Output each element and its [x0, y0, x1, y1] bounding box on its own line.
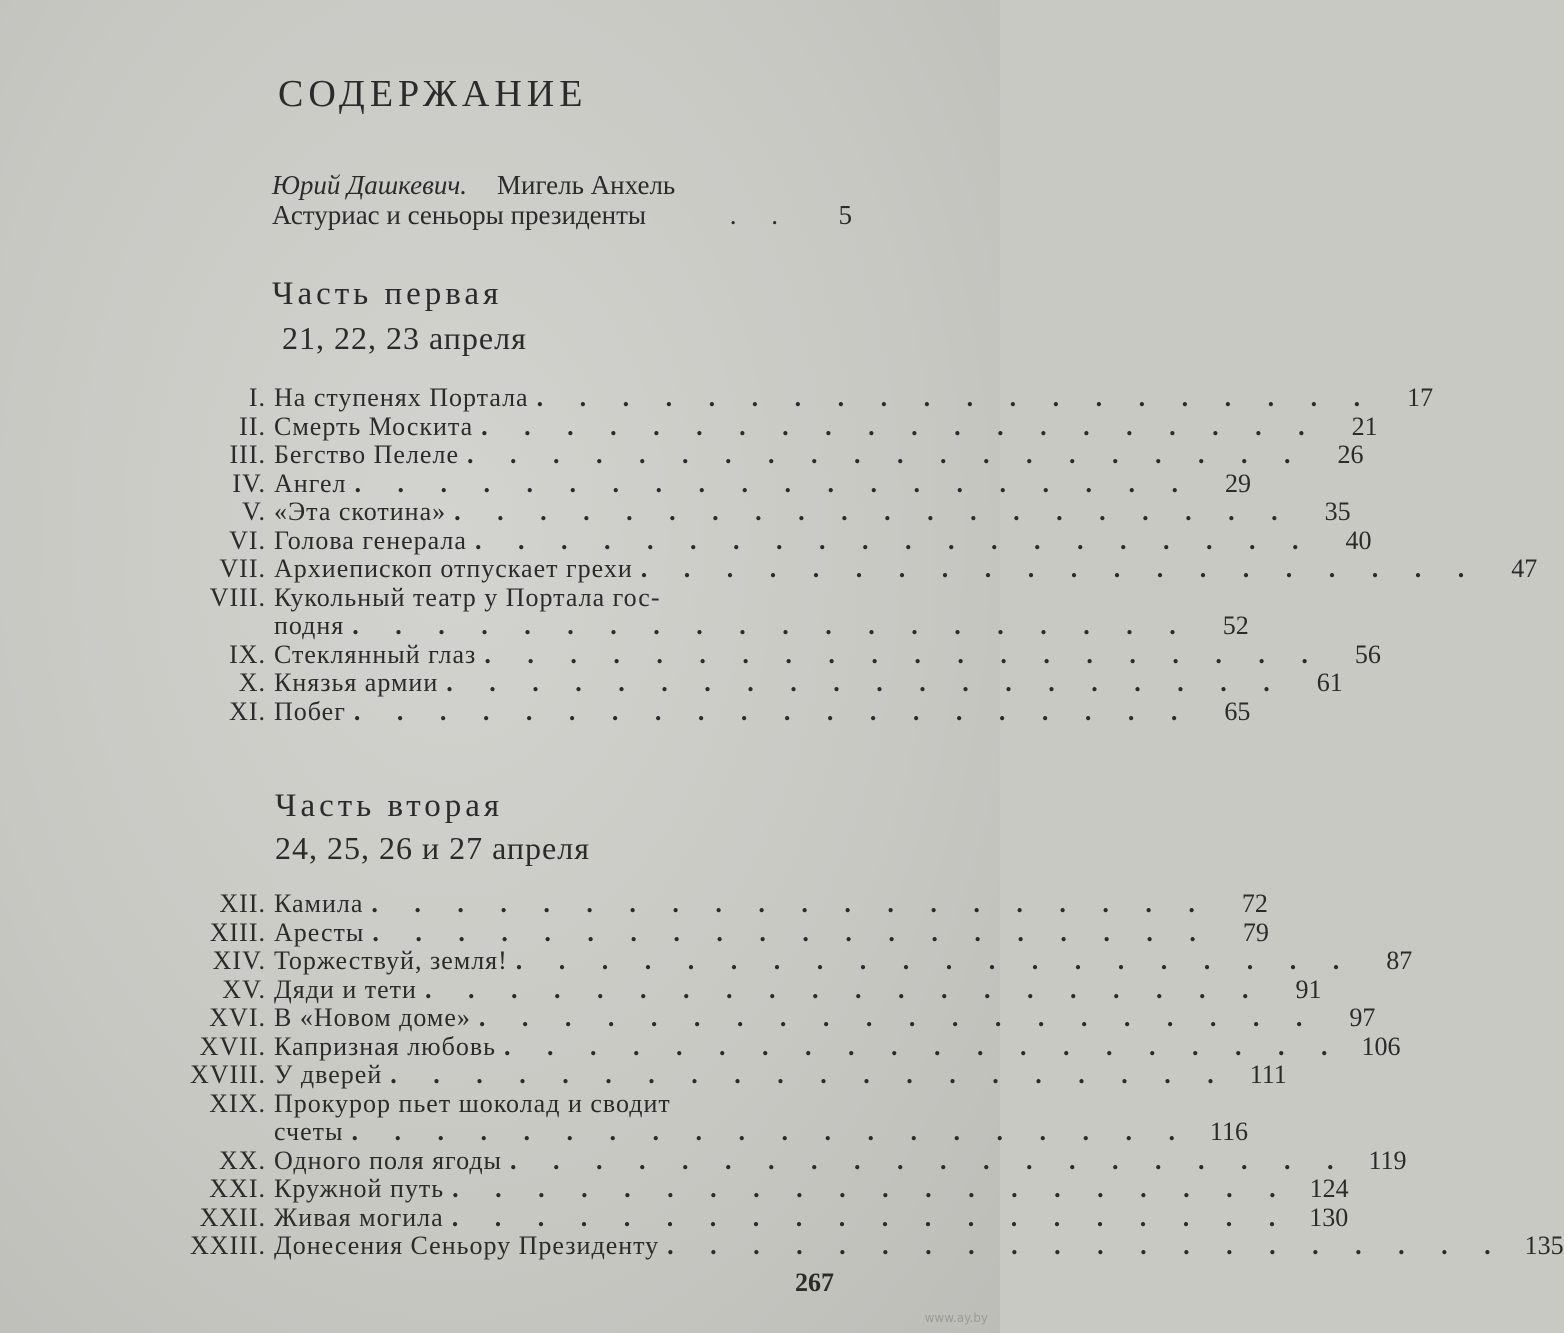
chapter-entry [274, 669, 1285, 698]
dot-leader: . . . . . . . . . . . . . . . . . . . . [474, 525, 1314, 555]
dot-leader: . . . . . . . . . . . . . . . . . . . . [510, 1145, 1349, 1175]
chapter-title: Кукольный театр у Портала гос- [274, 582, 661, 612]
dot-leader: . . . . . . . . . . . . . . . . . . . . [466, 440, 1306, 469]
dot-leader: . . . . . . . . . . . . . . . . . . . . [390, 1060, 1229, 1089]
chapter-entry [274, 1147, 1349, 1176]
chapter-page-number: 79 [1242, 917, 1269, 947]
chapter-entry [274, 641, 1323, 670]
chapter-page-number: 106 [1361, 1031, 1401, 1061]
chapter-number: XVIII. [189, 1060, 266, 1089]
chapter-title: Живая могила [274, 1202, 444, 1232]
chapter-entry [274, 1175, 1291, 1204]
dot-leader: . . . . . . . . . . . . . . . . . . . . [354, 468, 1194, 498]
chapter-title: Архиепископ отпускает грехи [274, 554, 633, 583]
toc-row [160, 497, 1351, 527]
chapter-page-number: 119 [1368, 1145, 1407, 1175]
chapter-entry [274, 1004, 1317, 1033]
chapter-entry [274, 919, 1211, 948]
chapter-number: XV. [222, 974, 266, 1004]
chapter-number: XVII. [199, 1031, 266, 1061]
chapter-title: Торжествуй, земля! [274, 946, 508, 975]
toc-row [160, 1117, 1248, 1147]
toc-row [160, 917, 1269, 948]
toc-row [160, 1174, 1349, 1204]
dot-leader: . . . . . . . . . . . . . . . . . . . . [352, 611, 1191, 640]
chapter-page-number: 61 [1316, 668, 1343, 697]
dot-leader: . . . . . . . . . . . . . . . . . . . . [481, 411, 1320, 441]
intro-page-number: 5 [838, 200, 852, 230]
chapter-entry [274, 441, 1305, 470]
chapter-entry [274, 947, 1354, 976]
chapter-number: XIII. [209, 917, 266, 947]
toc-row [160, 584, 850, 613]
chapter-number: VII. [219, 554, 266, 583]
chapter-title: Стеклянный глаз [274, 639, 477, 669]
chapter-entry [274, 584, 792, 613]
toc-row [160, 946, 1413, 976]
toc-row [160, 383, 1434, 413]
toc-row [160, 554, 1538, 584]
toc-row [160, 639, 1381, 670]
chapter-title: Одного поля ягоды [274, 1145, 503, 1175]
dot-leader: . . . . . . . . . . . . . . . . . . . . [454, 497, 1293, 526]
toc-row [160, 1090, 850, 1119]
toc-row [160, 525, 1372, 556]
intro-title-start: Мигель Анхель [496, 170, 676, 200]
chapter-title: Побег [274, 696, 346, 726]
intro-author: Юрий Дашкевич. [272, 170, 467, 200]
chapter-number: XII. [219, 889, 266, 918]
dot-leader: . . [729, 200, 792, 230]
watermark: www.ay.by [924, 1311, 988, 1325]
chapter-title: Прокурор пьет шоколад и сводит [274, 1088, 671, 1118]
chapter-page-number: 91 [1295, 974, 1322, 1004]
toc-row [160, 440, 1364, 470]
chapter-number: IX. [229, 639, 266, 669]
chapter-title: Ангел [274, 468, 347, 498]
chapter-number: VIII. [209, 582, 266, 612]
chapter-title: Капризная любовь [274, 1031, 496, 1061]
part-2-chapter-list [160, 889, 1564, 1261]
chapter-title: На ступенях Портала [274, 383, 529, 412]
dot-leader: . . . . . . . . . . . . . . . . . . . . [478, 1003, 1318, 1032]
part-1-dates: 21, 22, 23 апреля [282, 320, 527, 356]
chapter-page-number: 72 [1241, 889, 1268, 918]
chapter-entry [274, 1118, 1190, 1147]
chapter-title: Дяди и тети [274, 974, 417, 1004]
dot-leader: . . . . . . . . . . . . . . . . . . . . [353, 696, 1193, 726]
chapter-page-number: 124 [1309, 1174, 1349, 1203]
chapter-number: III. [229, 440, 266, 469]
chapter-entry [274, 384, 1375, 413]
chapter-number: XXI. [209, 1174, 266, 1203]
chapter-number: XIV. [212, 946, 266, 975]
chapter-page-number: 87 [1386, 946, 1413, 975]
dot-leader: . . . . . . . . . . . . . . . . . . . . [536, 383, 1376, 412]
toc-row [160, 611, 1249, 641]
dot-leader: . . . . . . . . . . . . . . . . . . . . [446, 668, 1285, 697]
chapter-number: XXIII. [189, 1231, 266, 1260]
toc-row [160, 696, 1251, 727]
chapter-page-number: 40 [1345, 525, 1372, 555]
dot-leader: . . . . . . . . . . . . . . . . . . . . [424, 974, 1264, 1004]
dot-leader: . . . . . . . . . . . . . . . . . . . . [351, 1117, 1190, 1146]
chapter-entry [274, 413, 1320, 442]
chapter-title: счеты [274, 1117, 344, 1146]
chapter-number: XI. [229, 696, 266, 726]
part-1-heading: Часть первая [272, 276, 503, 312]
toc-row [160, 1003, 1376, 1033]
toc-row [160, 1145, 1407, 1176]
chapter-number: VI. [229, 525, 266, 555]
dot-leader: . . . . . . . . . . . . . . . . . . . . [503, 1031, 1343, 1061]
toc-row [160, 1231, 1564, 1261]
dot-leader: . . . . . . . . . . . . . . . . . . . . [484, 639, 1323, 669]
chapter-entry [274, 1061, 1229, 1090]
chapter-page-number: 116 [1209, 1117, 1248, 1146]
chapter-entry [274, 1090, 792, 1119]
chapter-title: подня [274, 611, 345, 640]
chapter-number: XX. [218, 1145, 266, 1175]
toc-row [160, 1031, 1401, 1062]
chapter-title: Аресты [274, 917, 365, 947]
chapter-entry [274, 976, 1263, 1005]
dot-leader: . . . . . . . . . . . . . . . . . . . . [451, 1202, 1291, 1232]
toc-row [160, 411, 1378, 442]
chapter-number: IV. [232, 468, 266, 498]
chapter-title: Голова генерала [274, 525, 467, 555]
toc-row [160, 974, 1322, 1005]
chapter-entry [274, 470, 1193, 499]
chapter-page-number: 35 [1324, 497, 1351, 526]
part-2-heading: Часть вторая [275, 788, 504, 824]
intro-title-end: Астуриас и сеньоры президенты [272, 200, 647, 230]
chapter-entry [274, 612, 1191, 641]
chapter-number: XIX. [209, 1088, 266, 1118]
chapter-number: X. [238, 668, 266, 697]
chapter-page-number: 135 [1524, 1231, 1564, 1260]
part-1-chapter-list [160, 383, 1538, 726]
chapter-page-number: 26 [1337, 440, 1364, 469]
toc-row [160, 889, 1268, 919]
chapter-page-number: 65 [1224, 696, 1251, 726]
chapter-entry [274, 1033, 1342, 1062]
chapter-page-number: 56 [1354, 639, 1381, 669]
chapter-number: V. [242, 497, 266, 526]
chapter-number: I. [248, 383, 266, 412]
chapter-entry [274, 1232, 1506, 1261]
chapter-title: Камила [274, 889, 364, 918]
chapter-title: «Эта скотина» [274, 497, 447, 526]
chapter-page-number: 97 [1349, 1003, 1376, 1032]
chapter-entry [274, 1204, 1290, 1233]
dot-leader: . . . . . . . . . . . . . . . . . . . . [640, 554, 1480, 583]
chapter-entry [274, 498, 1293, 527]
dot-leader: . . . . . . . . . . . . . . . . . . . . [452, 1174, 1291, 1203]
chapter-entry [274, 698, 1192, 727]
dot-leader: . . . . . . . . . . . . . . . . . . . . [667, 1231, 1506, 1260]
chapter-entry [274, 555, 1479, 584]
chapter-title: Донесения Сеньору Президенту [274, 1231, 660, 1260]
toc-row [160, 468, 1252, 499]
intro-line-2 [272, 200, 852, 230]
page-number: 267 [795, 1268, 834, 1297]
intro-entry [272, 170, 852, 230]
chapter-number: II. [239, 411, 266, 441]
chapter-page-number: 21 [1351, 411, 1378, 441]
chapter-page-number: 130 [1309, 1202, 1349, 1232]
toc-row [160, 1202, 1349, 1233]
chapter-number: XVI. [209, 1003, 266, 1032]
chapter-page-number: 29 [1225, 468, 1252, 498]
chapter-title: У дверей [274, 1060, 383, 1089]
chapter-title: Кружной путь [274, 1174, 445, 1203]
intro-line-1 [272, 170, 852, 200]
dot-leader: . . . . . . . . . . . . . . . . . . . . [371, 889, 1210, 918]
dot-leader: . . . . . . . . . . . . . . . . . . . . [372, 917, 1211, 947]
chapter-entry [274, 890, 1210, 919]
chapter-title: В «Новом доме» [274, 1003, 471, 1032]
chapter-page-number: 52 [1222, 611, 1249, 640]
chapter-page-number: 17 [1407, 383, 1434, 412]
page-title: СОДЕРЖАНИЕ [278, 73, 588, 115]
chapter-title: Князья армии [274, 668, 439, 697]
chapter-entry [274, 527, 1313, 556]
chapter-title: Смерть Москита [274, 411, 474, 441]
toc-row [160, 1060, 1287, 1090]
chapter-title: Бегство Пелеле [274, 440, 459, 469]
toc-row [160, 668, 1343, 698]
chapter-page-number: 111 [1249, 1060, 1287, 1089]
chapter-page-number: 47 [1511, 554, 1538, 583]
part-2-dates: 24, 25, 26 и 27 апреля [275, 830, 590, 866]
dot-leader: . . . . . . . . . . . . . . . . . . . . [515, 946, 1355, 975]
chapter-number: XXII. [199, 1202, 266, 1232]
